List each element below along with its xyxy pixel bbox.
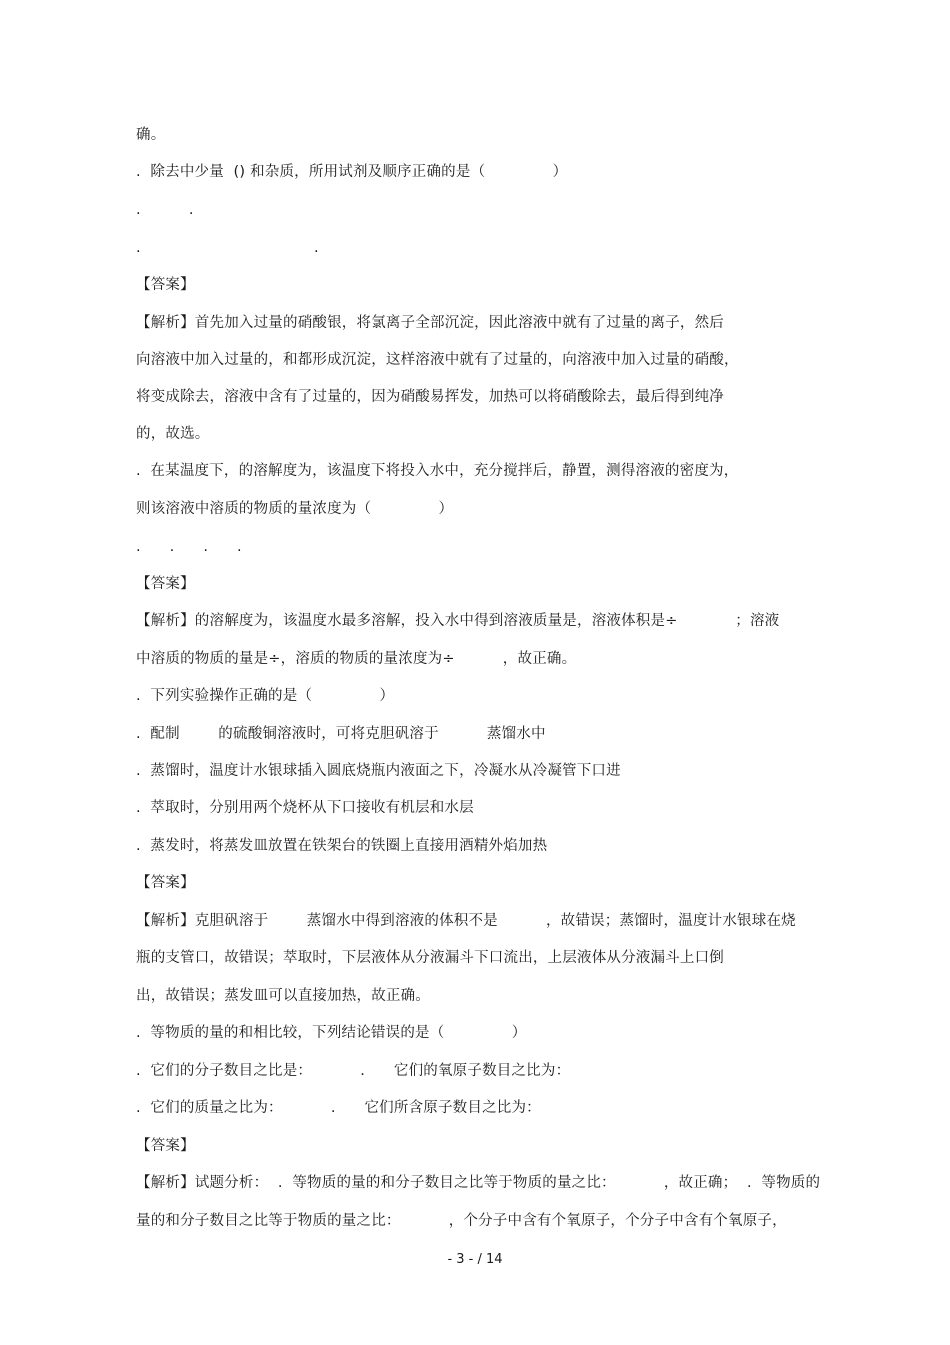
page-number: - 3 - / 14 [447,1252,503,1267]
analysis-text: 出，故错误；蒸发皿可以直接加热，故正确。 [136,988,430,1004]
question-stem: . 除去中少量 () 和杂质，所用试剂及顺序正确的是（ ） [136,164,568,180]
question-stem: 则该溶液中溶质的物质的量浓度为（ ） [136,501,454,517]
option-line: . 它们的质量之比为： . 它们所含原子数目之比为： [136,1100,541,1116]
question-stem: . 等物质的量的和相比较，下列结论错误的是（ ） [136,1025,527,1041]
answer-heading: 【答案】 [136,576,195,592]
analysis-text: 的，故选。 [136,426,210,442]
option-line: . . . . [136,539,242,555]
analysis-text: 【解析】克胆矾溶于 蒸馏水中得到溶液的体积不是 ，故错误；蒸馏时，温度计水银球在烧 [136,913,796,929]
option-line: . 配制 的硫酸铜溶液时，可将克胆矾溶于 蒸馏水中 [136,726,546,742]
analysis-text: 将变成除去，溶液中含有了过量的，因为硝酸易挥发，加热可以将硝酸除去，最后得到纯净 [136,389,724,405]
text-line: 确。 [136,127,166,143]
analysis-text: 量的和分子数目之比等于物质的量之比： ，个分子中含有个氧原子，个分子中含有个氧原子， [136,1213,787,1229]
option-line: . . [136,202,194,218]
question-stem: . 下列实验操作正确的是（ ） [136,688,395,704]
analysis-text: 瓶的支管口，故错误；萃取时，下层液体从分液漏斗下口流出，上层液体从分液漏斗上口倒 [136,950,724,966]
option-line: . . [136,240,319,256]
analysis-text: 【解析】首先加入过量的硝酸银，将氯离子全部沉淀，因此溶液中就有了过量的离子，然后 [136,315,724,331]
analysis-text: 【解析】的溶解度为，该温度水最多溶解，投入水中得到溶液质量是，溶液体积是÷ ；溶液 [136,613,780,629]
analysis-text: 向溶液中加入过量的，和都形成沉淀，这样溶液中就有了过量的，向溶液中加入过量的硝酸， [136,352,739,368]
answer-heading: 【答案】 [136,277,195,293]
option-line: . 萃取时，分别用两个烧杯从下口接收有机层和水层 [136,800,474,816]
answer-heading: 【答案】 [136,875,195,891]
analysis-text: 【解析】试题分析： . 等物质的量的和分子数目之比等于物质的量之比： ，故正确； . 等物质的 [136,1175,821,1191]
answer-heading: 【答案】 [136,1138,195,1154]
analysis-text: 中溶质的物质的量是÷，溶质的物质的量浓度为÷ ，故正确。 [136,651,577,667]
option-line: . 蒸馏时，温度计水银球插入圆底烧瓶内液面之下，冷凝水从冷凝管下口进 [136,763,621,779]
option-line: . 它们的分子数目之比是： . 它们的氧原子数目之比为： [136,1063,571,1079]
option-line: . 蒸发时，将蒸发皿放置在铁架台的铁圈上直接用酒精外焰加热 [136,838,548,854]
question-stem: . 在某温度下，的溶解度为，该温度下将投入水中，充分搅拌后，静置，测得溶液的密度为， [136,463,739,479]
